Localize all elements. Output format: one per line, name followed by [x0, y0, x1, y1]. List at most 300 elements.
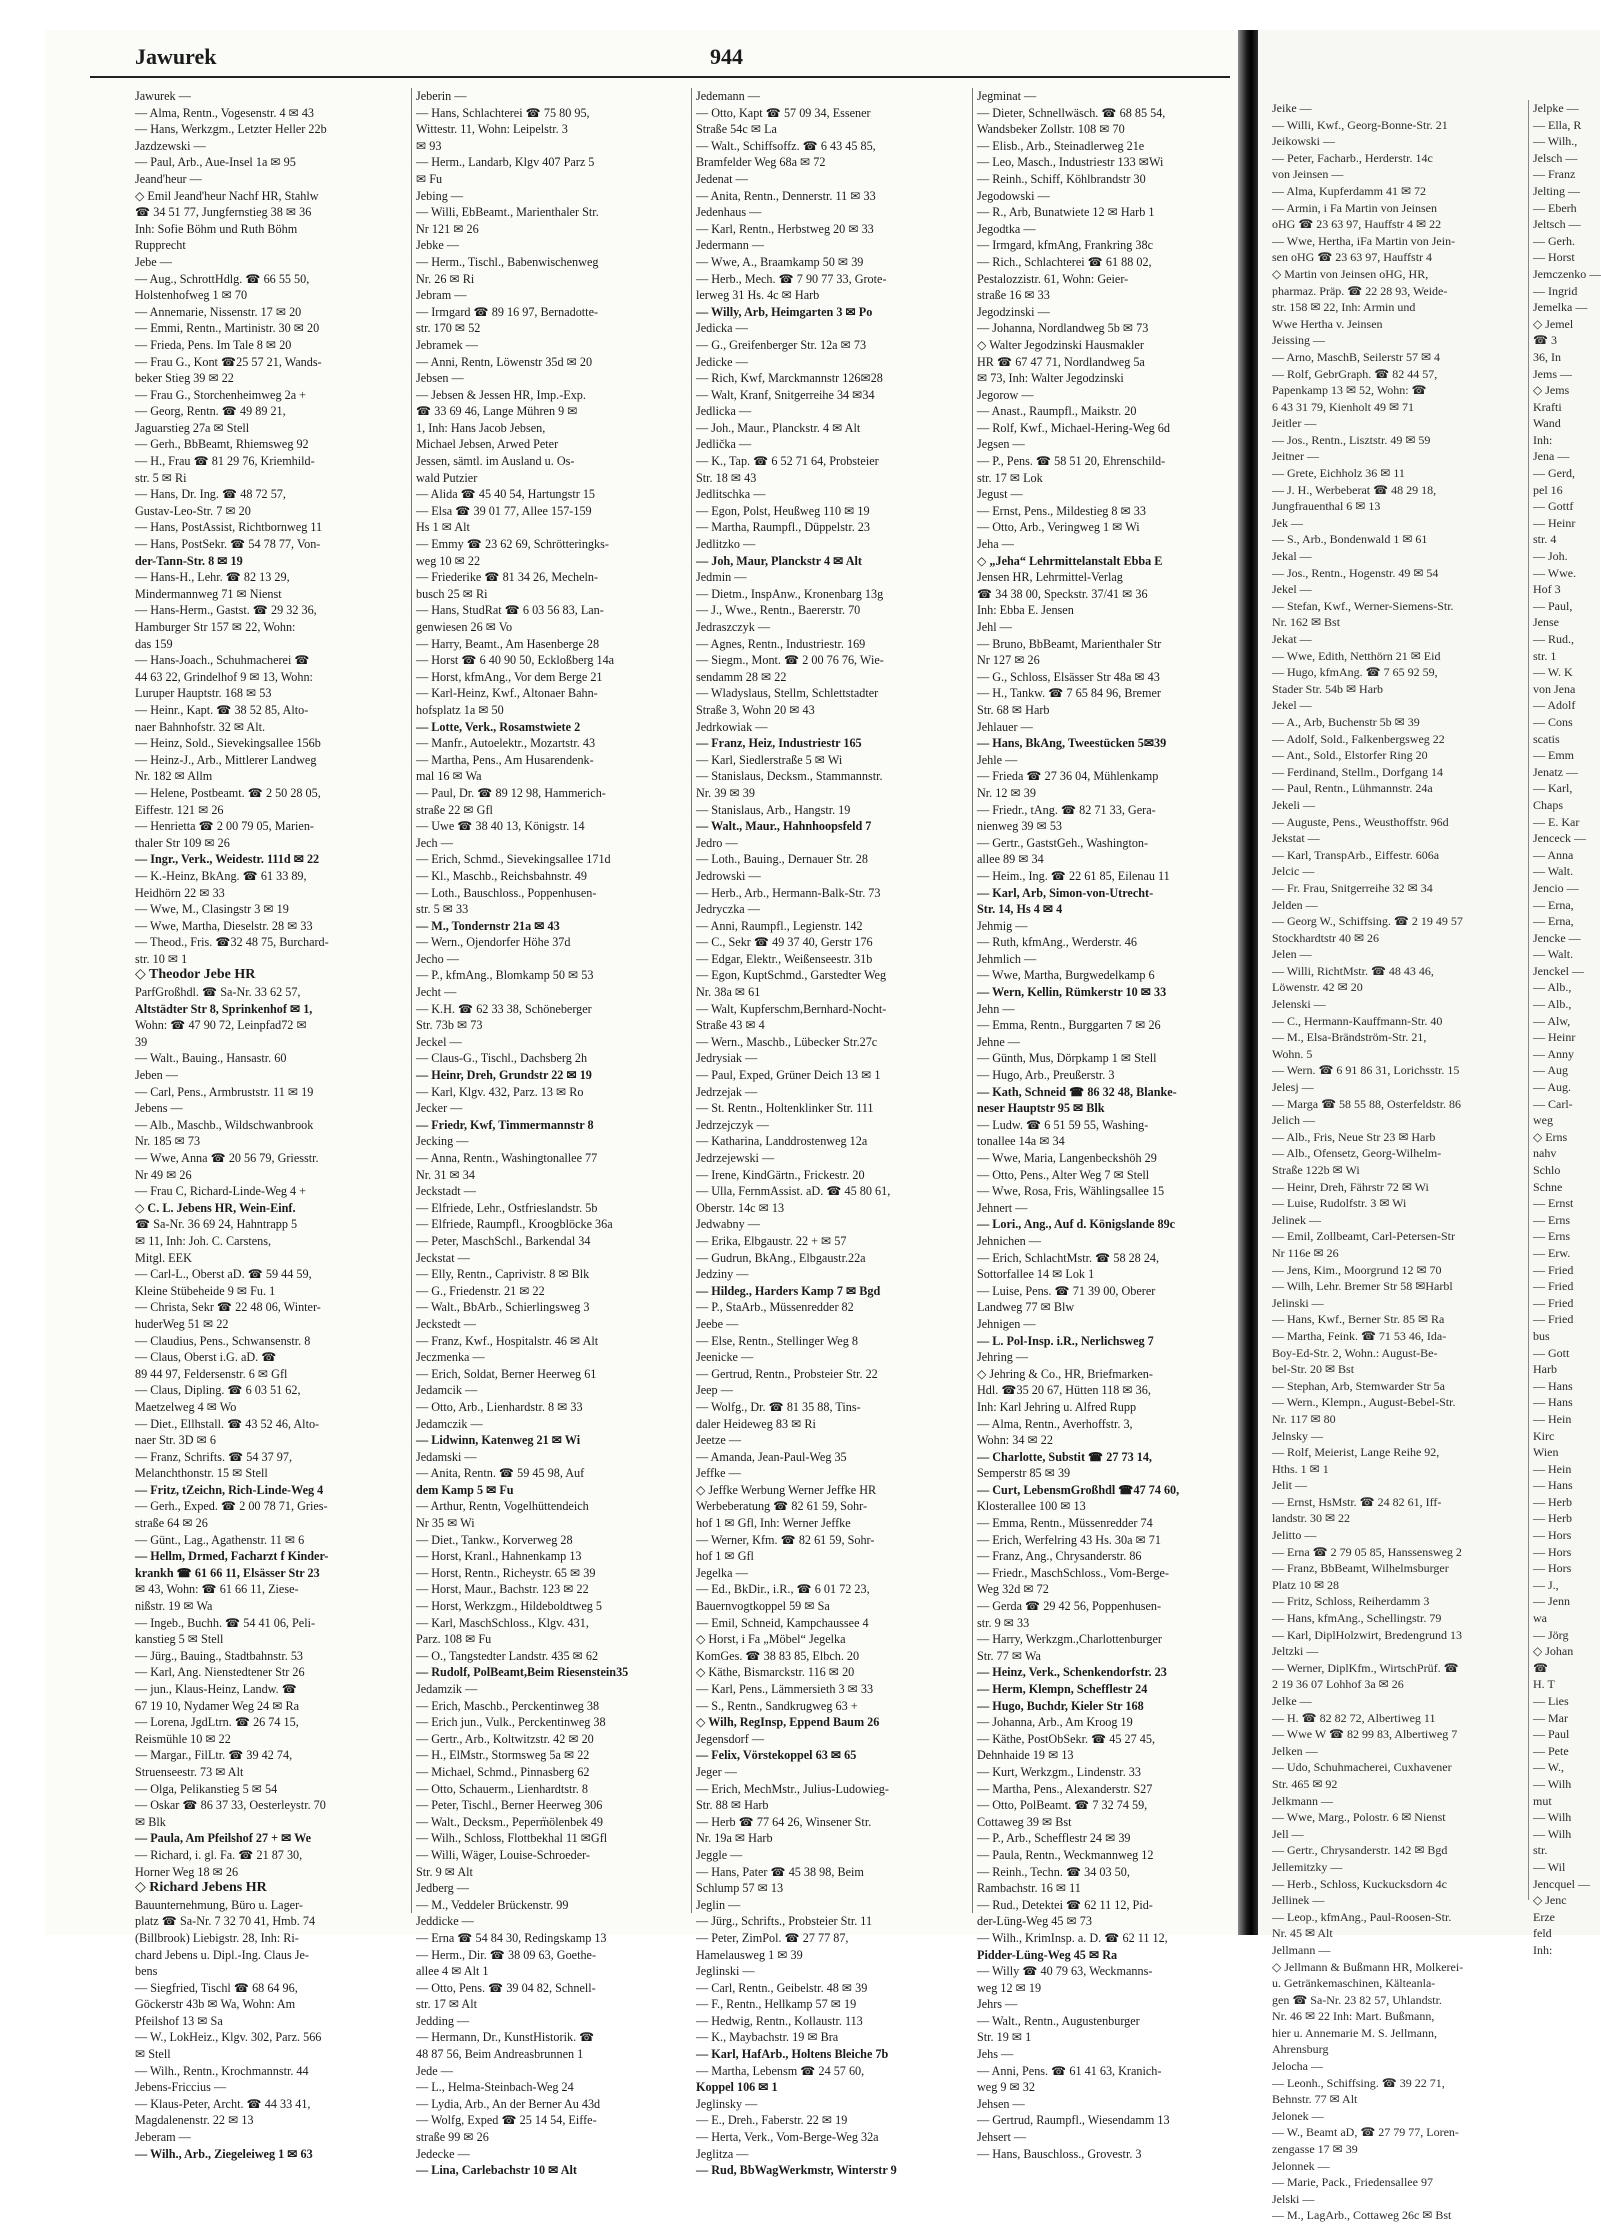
directory-entry: mal 16 ✉ Wa: [416, 769, 482, 784]
directory-entry: — Wern., Maschb., Lübecker Str.27c: [696, 1034, 878, 1049]
directory-entry: Jencquel —: [1533, 1876, 1590, 1891]
directory-entry: — Emil, Zollbeamt, Carl-Petersen-Str: [1272, 1229, 1455, 1244]
directory-entry: Jedberg —: [416, 1881, 469, 1896]
directory-entry: — Ingrid: [1533, 283, 1578, 298]
directory-entry: ◇ Erns: [1533, 1129, 1568, 1144]
directory-entry: — Helene, Postbeamt. ☎ 2 50 28 05,: [135, 785, 321, 800]
directory-entry: — Karl, HafArb., Holtens Bleiche 7b: [696, 2047, 889, 2062]
directory-entry: Jeckstadt —: [416, 1184, 476, 1199]
directory-entry: Straße 43 ✉ 4: [696, 1018, 765, 1033]
directory-entry: ◇ Wilh, RegInsp, Eppend Baum 26: [696, 1715, 880, 1730]
directory-entry: — Emm: [1533, 748, 1574, 763]
directory-entry: Str. 73b ✉ 73: [416, 1018, 483, 1033]
directory-entry: — Kath, Schneid ☎ 86 32 48, Blanke-: [977, 1084, 1177, 1099]
directory-entry: Jeikowski —: [1272, 134, 1335, 149]
directory-entry: — Rolf, Meierist, Lange Reihe 92,: [1272, 1445, 1440, 1460]
directory-entry: — Franz: [1533, 167, 1576, 182]
directory-entry: — Udo, Schuhmacherei, Cuxhavener: [1272, 1760, 1452, 1775]
directory-entry: Str. 19 ✉ 1: [977, 2030, 1032, 2045]
directory-entry: ☎ 34 38 00, Speckstr. 37/41 ✉ 36: [977, 586, 1148, 601]
directory-entry: — S., Rentn., Sandkrugweg 63 +: [696, 1698, 858, 1713]
directory-entry: — Franz, Schrifts. ☎ 54 37 97,: [135, 1449, 293, 1464]
directory-entry: — Walt., Decksm., Peperm̈ölenbek 49: [416, 1814, 603, 1829]
directory-entry: — Hans: [1533, 1478, 1573, 1493]
directory-entry: — Ernst, Pens., Mildestieg 8 ✉ 33: [977, 503, 1146, 518]
directory-entry: — J., Wwe., Rentn., Baererstr. 70: [696, 603, 861, 618]
directory-entry: Ahrensburg: [1272, 2042, 1329, 2057]
directory-entry: 39: [135, 1034, 148, 1049]
directory-entry: Str. 77 ✉ Wa: [977, 1648, 1041, 1663]
directory-entry: — Frau C, Richard-Linde-Weg 4 +: [135, 1184, 307, 1199]
directory-entry: allee 89 ✉ 34: [977, 852, 1044, 867]
directory-entry: Hs 1 ✉ Alt: [416, 520, 470, 535]
directory-entry: — Martha, Raumpfl., Düppelstr. 23: [696, 520, 870, 535]
directory-entry: Jedlička —: [696, 437, 752, 452]
directory-entry: — Erich, Maschb., Perckentinweg 38: [416, 1698, 600, 1713]
directory-entry: Hths. 1 ✉ 1: [1272, 1461, 1329, 1476]
directory-entry: allee 4 ✉ Alt 1: [416, 1964, 489, 1979]
directory-entry: Jeetze —: [696, 1433, 742, 1448]
directory-entry: — Paul, Exped, Grüner Deich 13 ✉ 1: [696, 1068, 881, 1083]
directory-entry: Jehne —: [977, 1034, 1020, 1049]
directory-entry: — Otto, Arb., Veringweg 1 ✉ Wi: [977, 520, 1140, 535]
directory-entry: Nr 116e ✉ 26: [1272, 1245, 1339, 1260]
directory-entry: — Anita, Rentn., Dennerstr. 11 ✉ 33: [696, 188, 876, 203]
directory-entry: — Anny: [1533, 1046, 1575, 1061]
directory-entry: — M., Veddeler Brückenstr. 99: [416, 1897, 569, 1912]
directory-entry: Jensen HR, Lehrmittel-Verlag: [977, 570, 1123, 585]
directory-entry: pel 16: [1533, 482, 1563, 497]
directory-entry: — Lidwinn, Katenweg 21 ✉ Wi: [416, 1433, 581, 1448]
directory-entry: Jeglitza —: [696, 2146, 749, 2161]
directory-entry: — Fritz, tZeichn, Rich-Linde-Weg 4: [135, 1482, 324, 1497]
directory-entry: — Walt, Kranf, Snitgerreihe 34 ✉34: [696, 387, 875, 402]
directory-entry: Jedmin —: [696, 570, 747, 585]
directory-entry: Jehs —: [977, 2047, 1014, 2062]
directory-entry: — Ed., BkDir., i.R., ☎ 6 01 72 23,: [696, 1582, 870, 1597]
directory-entry: Jekel —: [1272, 582, 1312, 597]
directory-entry: Jelting —: [1533, 183, 1580, 198]
directory-entry: — Siegfried, Tischl ☎ 68 64 96,: [135, 1980, 298, 1995]
directory-entry: Nr. 19a ✉ Harb: [696, 1831, 773, 1846]
directory-entry: — Georg, Rentn. ☎ 49 89 21,: [135, 404, 286, 419]
directory-entry: Jell —: [1272, 1826, 1304, 1841]
directory-entry: — G., Greifenberger Str. 12a ✉ 73: [696, 337, 867, 352]
directory-entry: platz ☎ Sa-Nr. 7 32 70 41, Hmb. 74: [135, 1914, 316, 1929]
directory-entry: — Aug.: [1533, 1080, 1572, 1095]
directory-entry: ✉ Stell: [135, 2047, 171, 2062]
directory-entry: — Hellm, Drmed, Facharzt f Kinder-: [135, 1549, 329, 1564]
directory-entry: Struenseestr. 73 ✉ Alt: [135, 1764, 244, 1779]
directory-entry: — Olga, Pelikanstieg 5 ✉ 54: [135, 1781, 278, 1796]
directory-entry: — Gertr., GaststGeh., Washington-: [977, 835, 1149, 850]
directory-entry: — Karl, Rentn., Herbstweg 20 ✉ 33: [696, 221, 874, 236]
directory-entry: Jedlitschka —: [696, 487, 766, 502]
directory-entry: — Gott: [1533, 1345, 1570, 1360]
directory-entry: genwiesen 26 ✉ Vo: [416, 620, 513, 634]
directory-entry: — C., Sekr ☎ 49 37 40, Gerstr 176: [696, 935, 873, 950]
directory-entry: — S., Arb., Bondenwald 1 ✉ 61: [1272, 532, 1428, 547]
directory-entry: — Frau G., Storchenheimweg 2a +: [135, 387, 307, 402]
directory-entry: — Martha, Pens., Am Husarendenk-: [416, 752, 594, 767]
directory-entry: — Hans, Werkzgm., Letzter Heller 22b: [135, 122, 327, 137]
directory-entry: — W. K: [1533, 665, 1573, 680]
directory-entry: naer Bahnhofstr. 32 ✉ Alt.: [135, 719, 266, 734]
directory-entry: bus: [1533, 1328, 1550, 1343]
directory-entry: Jaguarstieg 27a ✉ Stell: [135, 420, 250, 435]
directory-entry: — Rolf, Kwf., Michael-Hering-Weg 6d: [977, 420, 1170, 435]
directory-entry: Jedemann —: [696, 89, 760, 103]
directory-entry: — Erich jun., Vulk., Perckentinweg 38: [416, 1715, 606, 1730]
directory-entry: Wwe Hertha v. Jeinsen: [1272, 316, 1383, 331]
directory-entry: — Günt., Lag., Agathenstr. 11 ✉ 6: [135, 1532, 305, 1547]
directory-entry: str. 5 ✉ 33: [416, 902, 469, 917]
directory-entry: — Jos., Rentn., Hogenstr. 49 ✉ 54: [1272, 565, 1439, 580]
directory-entry: — Gerh., BbBeamt, Rhiemsweg 92: [135, 437, 309, 452]
directory-entry: — Heinz-J., Arb., Mittlerer Landweg: [135, 752, 317, 767]
directory-entry: Jeglin —: [696, 1897, 741, 1912]
directory-entry: — Erich, SchlachtMstr. ☎ 58 28 24,: [977, 1250, 1160, 1265]
directory-entry: Inh:: [1533, 1942, 1553, 1957]
directory-entry: — Wern., Klempn., August-Bebel-Str.: [1272, 1395, 1456, 1410]
directory-entry: Hdl. ☎35 20 67, Hütten 118 ✉ 36,: [977, 1383, 1151, 1398]
directory-entry: — Leop., kfmAng., Paul-Roosen-Str.: [1272, 1909, 1452, 1924]
directory-entry: — Edgar, Elektr., Weißenseestr. 31b: [696, 951, 873, 966]
directory-entry: Nr. 26 ✉ Ri: [416, 271, 475, 286]
directory-entry: — Margar., FilLtr. ☎ 39 42 74,: [135, 1748, 293, 1763]
directory-entry: str. 4: [1533, 532, 1557, 547]
directory-entry: Stader Str. 54b ✉ Harb: [1272, 681, 1384, 696]
directory-entry: Jena —: [1533, 449, 1570, 464]
directory-entry: — Emma, Rentn., Müssenredder 74: [977, 1516, 1153, 1531]
directory-entry: — P., kfmAng., Blomkamp 50 ✉ 53: [416, 968, 594, 983]
directory-entry: Mindermannweg 71 ✉ Nienst: [135, 586, 282, 601]
directory-entry: — Willi, RichtMstr. ☎ 48 43 46,: [1272, 963, 1434, 978]
directory-entry: Behnstr. 77 ✉ Alt: [1272, 2092, 1358, 2107]
directory-entry: — Wladyslaus, Stellm, Schlettstadter: [696, 686, 879, 701]
directory-entry: — C., Hermann-Kauffmann-Str. 40: [1272, 1013, 1443, 1028]
directory-entry: — Willi, Kwf., Georg-Bonne-Str. 21: [1272, 117, 1448, 132]
directory-entry: Str. 88 ✉ Harb: [696, 1798, 769, 1813]
directory-entry: Jehnichen —: [977, 1233, 1041, 1248]
directory-entry: — Irmgard, kfmAng, Frankring 38c: [977, 238, 1154, 253]
directory-entry: Jehsen —: [977, 2096, 1025, 2111]
directory-entry: — Anna, Rentn., Washingtonallee 77: [416, 1151, 598, 1165]
directory-entry: ◇ Jems: [1533, 383, 1570, 398]
directory-entry: — Erna,: [1533, 897, 1574, 912]
directory-entry: Cottaweg 39 ✉ Bst: [977, 1814, 1072, 1829]
directory-entry: — Aug: [1533, 1063, 1569, 1078]
directory-column-3: [696, 88, 966, 2178]
directory-entry: Jegodowski —: [977, 188, 1050, 203]
directory-entry: Jedrkowiak —: [696, 719, 768, 734]
directory-entry: — Hans, PostSekr. ☎ 54 78 77, Von-: [135, 537, 321, 552]
directory-entry: — Hans: [1533, 1395, 1573, 1410]
directory-entry: — Wwe, Martha, Burgwedelkamp 6: [977, 968, 1155, 983]
directory-entry: — Erich, MechMstr., Julius-Ludowieg-: [696, 1781, 889, 1796]
directory-entry: — Wwe, Hertha, iFa Martin von Jein-: [1272, 233, 1456, 248]
directory-entry: Jenceck —: [1533, 831, 1586, 846]
directory-entry: — Christa, Sekr ☎ 22 48 06, Winter-: [135, 1300, 321, 1315]
directory-entry: — Michael, Schmd., Pinnasberg 62: [416, 1764, 590, 1779]
directory-entry: ✉ 11, Inh: Joh. C. Carstens,: [135, 1233, 272, 1248]
directory-entry: — Herb., Arb., Hermann-Balk-Str. 73: [696, 885, 881, 900]
directory-entry: — Herb., Mech. ☎ 7 90 77 33, Grote-: [696, 271, 887, 286]
directory-entry: Jedlitzko —: [696, 537, 756, 552]
directory-entry: straße 99 ✉ 26: [416, 2130, 489, 2145]
directory-entry: Nr. 185 ✉ 73: [135, 1134, 201, 1149]
directory-entry: Jelden —: [1272, 897, 1318, 912]
directory-entry: — W., LokHeiz., Klgv. 302, Parz. 566: [135, 2030, 322, 2045]
directory-entry: — K., Tap. ☎ 6 52 71 64, Probsteier: [696, 454, 879, 469]
directory-entry: — R., Arb, Bunatwiete 12 ✉ Harb 1: [977, 205, 1155, 220]
directory-entry: Koppel 106 ✉ 1: [696, 2080, 778, 2095]
directory-entry: Jegust —: [977, 487, 1023, 502]
directory-entry: — Wwe, Rosa, Fris, Wählingsallee 15: [977, 1184, 1165, 1199]
directory-entry: — Stanislaus, Decksm., Stammannstr.: [696, 769, 883, 784]
directory-entry: Nr 49 ✉ 26: [135, 1167, 192, 1182]
directory-entry: Jehsert —: [977, 2130, 1027, 2145]
directory-entry: — Erich, Schmd., Sievekingsallee 171d: [416, 852, 611, 867]
directory-entry: hofsplatz 1a ✉ 50: [416, 702, 504, 717]
directory-entry: — Siegm., Mont. ☎ 2 00 76 76, Wie-: [696, 653, 884, 668]
directory-entry: — Otto, Pens. ☎ 39 04 82, Schnell-: [416, 1980, 596, 1995]
directory-entry: — Georg W., Schiffsing. ☎ 2 19 49 57: [1272, 914, 1463, 929]
directory-entry: — Ingeb., Buchh. ☎ 54 41 06, Peli-: [135, 1615, 316, 1630]
directory-entry: — L., Helma-Steinbach-Weg 24: [416, 2080, 574, 2095]
directory-entry: — Carl-: [1533, 1096, 1573, 1111]
directory-entry: — Wilh: [1533, 1776, 1572, 1791]
directory-entry: Jedwabny —: [696, 1217, 760, 1232]
directory-entry: HR ☎ 67 47 71, Nordlandweg 5a: [977, 354, 1145, 369]
directory-entry: Jehl —: [977, 620, 1012, 634]
directory-entry: — Otto, PolBeamt. ☎ 7 32 74 59,: [977, 1798, 1148, 1813]
directory-entry: Schlump 57 ✉ 13: [696, 1881, 784, 1896]
directory-entry: — Hein: [1533, 1461, 1572, 1476]
directory-entry: Jeenicke —: [696, 1350, 754, 1365]
directory-entry: — Wolfg, Exped ☎ 25 14 54, Eiffe-: [416, 2113, 597, 2128]
directory-entry: — Wern., Ojendorfer Höhe 37d: [416, 935, 571, 950]
directory-entry: — Theod., Fris. ☎32 48 75, Burchard-: [135, 935, 329, 950]
directory-entry: — Lori., Ang., Auf d. Königslande 89c: [977, 1217, 1176, 1232]
directory-entry: Jenckel —: [1533, 963, 1584, 978]
directory-entry: — Lydia, Arb., An der Berner Au 43d: [416, 2096, 601, 2111]
directory-entry: ◇ Jeffke Werbung Werner Jeffke HR: [696, 1482, 877, 1497]
directory-entry: Jekeli —: [1272, 797, 1315, 812]
directory-entry: Wohn. 5: [1272, 1046, 1313, 1061]
directory-entry: Jeckstat —: [416, 1250, 470, 1265]
directory-entry: — Wwe W ☎ 82 99 83, Albertiweg 7: [1272, 1727, 1458, 1742]
directory-entry: — Herb: [1533, 1511, 1572, 1526]
directory-entry: — Otto, Pens., Alter Weg 7 ✉ Stell: [977, 1167, 1150, 1182]
directory-entry: — Jürg., Bauing., Stadtbahnstr. 53: [135, 1648, 304, 1663]
directory-entry: — Hermann, Dr., KunstHistorik. ☎: [416, 2030, 595, 2045]
directory-entry: Wandsbeker Zollstr. 108 ✉ 70: [977, 122, 1125, 137]
directory-entry: Jek —: [1272, 515, 1303, 530]
directory-entry: — Reinh., Techn. ☎ 34 03 50,: [977, 1864, 1130, 1879]
directory-entry: — Herb: [1533, 1494, 1572, 1509]
directory-entry: u. Getränkemaschinen, Kälteanla-: [1272, 1976, 1436, 1991]
directory-entry: — Heinz, Verk., Schenkendorfstr. 23: [977, 1665, 1167, 1680]
directory-entry: 1, Inh: Hans Jacob Jebsen,: [416, 420, 546, 435]
directory-entry: ◇ Jellmann & Bußmann HR, Molkerei-: [1272, 1959, 1464, 1974]
directory-entry: — Alida ☎ 45 40 54, Hartungstr 15: [416, 487, 596, 502]
directory-entry: — Erna ☎ 54 84 30, Redingskamp 13: [416, 1930, 607, 1945]
directory-entry: Jehmig —: [977, 918, 1028, 933]
directory-entry: Nr. 45 ✉ Alt: [1272, 1926, 1333, 1941]
directory-entry: Jedicke —: [696, 354, 748, 369]
directory-entry: — Lotte, Verk., Rosamstwiete 2: [416, 719, 581, 734]
directory-entry: Bramfelder Weg 68a ✉ 72: [696, 155, 826, 170]
directory-entry: str. 158 ✉ 22, Inh: Armin und: [1272, 300, 1416, 315]
directory-entry: — Gottf: [1533, 499, 1574, 514]
directory-entry: — Erw.: [1533, 1245, 1571, 1260]
directory-entry: Jebsen —: [416, 371, 464, 386]
directory-entry: — Karl-Heinz, Kwf., Altonaer Bahn-: [416, 686, 598, 701]
directory-entry: — Gerd,: [1533, 466, 1575, 481]
directory-entry: ☎ Sa-Nr. 36 69 24, Hahntrapp 5: [135, 1217, 298, 1232]
directory-entry: weg 12 ✉ 19: [977, 1980, 1042, 1995]
directory-entry: Nr. 117 ✉ 80: [1272, 1411, 1336, 1426]
directory-entry: str. 170 ✉ 52: [416, 321, 481, 336]
directory-entry: — Erich, Werfelring 43 Hs. 30a ✉ 71: [977, 1532, 1161, 1547]
directory-entry: — Stephan, Arb, Stemwarder Str 5a: [1272, 1378, 1445, 1393]
directory-entry: — Hans-Herm., Gastst. ☎ 29 32 36,: [135, 603, 317, 618]
directory-entry: — Eberh: [1533, 200, 1577, 215]
directory-entry: — Hans, Pater ☎ 45 38 98, Beim: [696, 1864, 864, 1879]
directory-entry: Jeger —: [696, 1764, 737, 1779]
directory-entry: — Elly, Rentn., Caprivistr. 8 ✉ Blk: [416, 1267, 590, 1282]
directory-entry: — Harry, Werkzgm.,Charlottenburger: [977, 1632, 1162, 1647]
directory-entry: — Franz, BbBeamt, Wilhelmsburger: [1272, 1561, 1449, 1576]
directory-entry: gen ☎ Sa-Nr. 23 82 57, Uhlandstr.: [1272, 1992, 1442, 2007]
directory-entry: Jedamzik —: [416, 1682, 478, 1696]
directory-entry: — Walt, Kupferschm,Bernhard-Nocht-: [696, 1001, 887, 1016]
directory-entry: Jelsch —: [1533, 150, 1578, 165]
directory-entry: — Rud., Detektei ☎ 62 11 12, Pid-: [977, 1897, 1153, 1912]
directory-entry: — Wwe, Edith, Netthörn 21 ✉ Eid: [1272, 648, 1441, 663]
directory-entry: Jelonnek —: [1272, 2158, 1330, 2173]
directory-entry: — Paul, Arb., Aue-Insel 1a ✉ 95: [135, 155, 296, 170]
header-rule: [90, 76, 1230, 78]
directory-entry: hof 1 ✉ Gfl: [696, 1549, 754, 1564]
directory-entry: — Hein: [1533, 1411, 1572, 1426]
directory-entry: — Horst, Werkzgm., Hildeboldtweg 5: [416, 1599, 602, 1614]
directory-entry: Jelenski —: [1272, 997, 1326, 1012]
directory-entry: ◇ C. L. Jebens HR, Wein-Einf.: [135, 1200, 296, 1215]
directory-entry: Weg 32d ✉ 72: [977, 1582, 1049, 1597]
directory-entry: Jedrysiak —: [696, 1051, 758, 1066]
directory-entry: weg 9 ✉ 32: [977, 2080, 1035, 2095]
directory-entry: — Heinz, Sold., Sievekingsallee 156b: [135, 736, 321, 751]
directory-entry: — Aug., SchrottHdlg. ☎ 66 55 50,: [135, 271, 310, 286]
directory-entry: Bauernvogtkoppel 59 ✉ Sa: [696, 1599, 830, 1614]
directory-entry: — Wilh., Rentn., Krochmannstr. 44: [135, 2063, 309, 2078]
directory-entry: — Anni, Rentn, Löwenstr 35d ✉ 20: [416, 354, 593, 369]
directory-entry: sen oHG ☎ 23 63 97, Hauffstr 4: [1272, 250, 1433, 265]
directory-entry: Jebing —: [416, 188, 464, 203]
directory-entry: Jeitner —: [1272, 449, 1319, 464]
directory-entry: — Werner, Kfm. ☎ 82 61 59, Sohr-: [696, 1532, 875, 1547]
directory-entry: feld: [1533, 1926, 1552, 1941]
directory-entry: Jelke —: [1272, 1694, 1312, 1708]
directory-entry: Jekal —: [1272, 549, 1312, 564]
directory-entry: — Leo, Masch., Industriestr 133 ✉Wi: [977, 155, 1164, 170]
directory-entry: — Rolf, GebrGraph. ☎ 82 44 57,: [1272, 366, 1438, 381]
directory-entry: — Ernst: [1533, 1196, 1574, 1211]
directory-entry: — Walt., BbArb., Schierlingsweg 3: [416, 1300, 590, 1315]
directory-entry: — Leonh., Schiffsing. ☎ 39 22 71,: [1272, 2075, 1445, 2090]
directory-entry: — Friedr., tAng. ☎ 82 71 33, Gera-: [977, 802, 1156, 817]
directory-entry: Str. 18 ✉ 43: [696, 470, 757, 485]
directory-entry: — Ludw. ☎ 6 51 59 55, Washing-: [977, 1117, 1149, 1132]
directory-entry: — K., Maybachstr. 19 ✉ Bra: [696, 2030, 839, 2045]
directory-entry: — Franz, Ang., Chrysanderstr. 86: [977, 1549, 1142, 1564]
directory-entry: Jeckel —: [416, 1034, 462, 1049]
directory-entry: — Karl, Arb, Simon-von-Utrecht-: [977, 885, 1154, 900]
directory-entry: — Karl, Klgv. 432, Parz. 13 ✉ Ro: [416, 1084, 584, 1099]
column-divider: [411, 88, 412, 1913]
directory-entry: Jencio —: [1533, 880, 1579, 895]
directory-entry: — Herb ☎ 77 64 26, Winsener Str.: [696, 1814, 872, 1829]
directory-entry: Jelnsky —: [1272, 1428, 1323, 1443]
directory-entry: hof 1 ✉ Gfl, Inh: Werner Jeffke: [696, 1516, 851, 1531]
directory-entry: — Martha, Feink. ☎ 71 53 46, Ida-: [1272, 1328, 1447, 1343]
directory-entry: — Anna: [1533, 847, 1574, 862]
directory-entry: Jeggle —: [696, 1847, 743, 1862]
directory-entry: Jecho —: [416, 951, 459, 966]
directory-entry: — Rich., Schlachterei ☎ 61 88 02,: [977, 254, 1152, 269]
directory-entry: — Wern, Kellin, Rümkerstr 10 ✉ 33: [977, 985, 1167, 1000]
directory-entry: — Hans, BkAng, Tweestücken 5✉39: [977, 736, 1167, 751]
directory-entry: Jebens-Friccius —: [135, 2080, 227, 2095]
directory-entry: — G., Schloss, Elsässer Str 48a ✉ 43: [977, 669, 1160, 684]
directory-entry: Pfeilshof 13 ✉ Sa: [135, 2013, 223, 2028]
directory-entry: Kleine Stübeheide 9 ✉ Fu. 1: [135, 1283, 276, 1298]
directory-entry: — Frieda ☎ 27 36 04, Mühlenkamp: [977, 769, 1159, 784]
directory-entry: weg 10 ✉ 22: [416, 553, 481, 568]
directory-entry: — F., Rentn., Hellkamp 57 ✉ 19: [696, 1997, 857, 2012]
directory-entry: Jebke —: [416, 238, 459, 253]
directory-entry: — Johanna, Arb., Am Kroog 19: [977, 1715, 1133, 1730]
directory-entry: — Wwe, Martha, Dieselstr. 28 ✉ 33: [135, 918, 313, 933]
directory-entry: Altstädter Str 8, Sprinkenhof ✉ 1,: [135, 1001, 313, 1016]
directory-entry: — Egon, KuptSchmd., Garstedter Weg: [696, 968, 887, 983]
directory-entry: — Joh., Maur., Planckstr. 4 ✉ Alt: [696, 420, 861, 435]
directory-entry: — Joh, Maur, Planckstr 4 ✉ Alt: [696, 553, 862, 568]
directory-entry: — Friederike ☎ 81 34 26, Mecheln-: [416, 570, 599, 585]
directory-entry: Jellinek —: [1272, 1893, 1325, 1908]
directory-entry: Jech —: [416, 835, 453, 850]
directory-entry: — Lorena, JgdLtrn. ☎ 26 74 15,: [135, 1715, 299, 1730]
directory-entry: ◇ Emil Jeand'heur Nachf HR, Stahlw: [135, 188, 319, 203]
directory-entry: — Lies: [1533, 1694, 1569, 1708]
directory-entry: Kirc: [1533, 1428, 1555, 1443]
directory-entry: — Walt., Bauing., Hansastr. 60: [135, 1051, 287, 1066]
directory-entry: Jedlicka —: [696, 404, 752, 419]
directory-entry: — Horst, Kranl., Hahnenkamp 13: [416, 1549, 582, 1564]
directory-entry: Jebram —: [416, 288, 467, 303]
directory-entry: — Reinh., Schiff, Köhlbrandstr 30: [977, 171, 1146, 186]
directory-entry: Wittestr. 11, Wohn: Leipelstr. 3: [416, 122, 568, 137]
directory-entry: Str. 9 ✉ Alt: [416, 1864, 473, 1879]
directory-entry: — Wolfg., Dr. ☎ 81 35 88, Tins-: [696, 1399, 861, 1414]
directory-entry: Jedrzejak —: [696, 1084, 758, 1099]
directory-entry: — Wwe, Marg., Polostr. 6 ✉ Nienst: [1272, 1810, 1446, 1825]
directory-entry: — Ella, R: [1533, 117, 1582, 132]
directory-entry: — Anita, Rentn. ☎ 59 45 98, Auf: [416, 1466, 585, 1481]
directory-entry: dem Kamp 5 ✉ Fu: [416, 1482, 514, 1497]
